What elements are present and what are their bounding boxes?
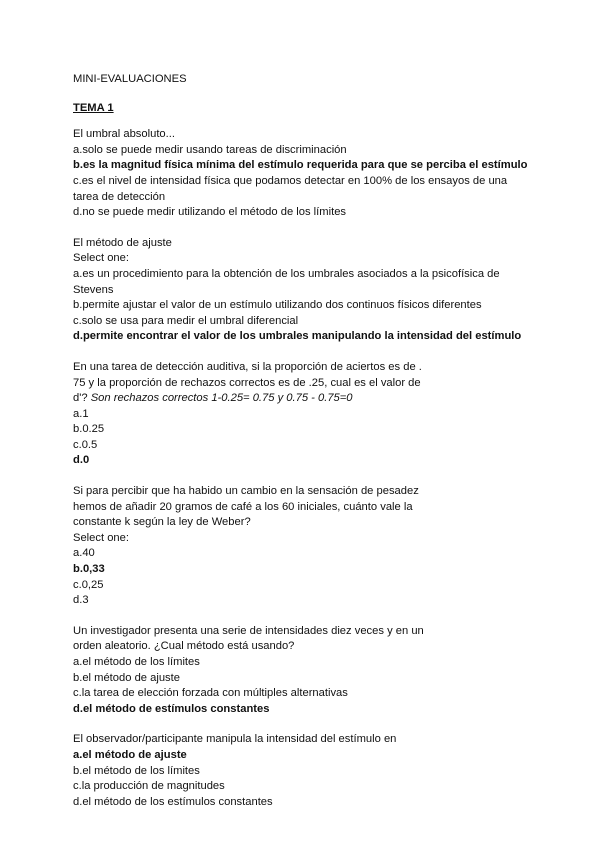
answer-option: d.3 bbox=[73, 594, 89, 607]
answer-option-correct: b.0,33 bbox=[73, 563, 105, 576]
answer-option: c.solo se usa para medir el umbral diferencial bbox=[73, 314, 299, 327]
question-1 bbox=[73, 127, 553, 221]
answer-option-correct: d.el método de estímulos constantes bbox=[73, 702, 270, 715]
question-text bbox=[73, 391, 553, 407]
answer-option: c.la producción de magnitudes bbox=[73, 780, 225, 793]
document-content bbox=[73, 72, 553, 810]
answer-option-correct: a.el método de ajuste bbox=[73, 748, 187, 761]
question-text: constante k según la ley de Weber? bbox=[73, 516, 251, 529]
question-text: En una tarea de detección auditiva, si la proporción de aciertos es de . bbox=[73, 360, 422, 373]
answer-option: b.el método de ajuste bbox=[73, 671, 180, 684]
question-6 bbox=[73, 732, 553, 810]
answer-option-continuation: tarea de detección bbox=[73, 190, 166, 203]
question-3 bbox=[73, 360, 553, 469]
answer-option: a.40 bbox=[73, 547, 95, 560]
question-text: Un investigador presenta una serie de intensidades diez veces y en un bbox=[73, 624, 424, 637]
answer-option: c.la tarea de elección forzada con múltiples alternativas bbox=[73, 687, 348, 700]
question-text-prefix: d'? bbox=[73, 392, 91, 405]
answer-option: c.0.5 bbox=[73, 438, 98, 451]
answer-explanation: Son rechazos correctos 1-0.25= 0.75 y 0.75 - 0.75=0 bbox=[90, 392, 353, 405]
answer-option: c.0,25 bbox=[73, 578, 104, 591]
answer-option: a.solo se puede medir usando tareas de discriminación bbox=[73, 143, 347, 156]
document-header: MINI-EVALUACIONES bbox=[73, 73, 187, 85]
answer-option-correct: d.0 bbox=[73, 454, 90, 467]
answer-option: b.0.25 bbox=[73, 423, 105, 436]
question-text: hemos de añadir 20 gramos de café a los 60 iniciales, cuánto vale la bbox=[73, 500, 413, 513]
answer-option-continuation: Stevens bbox=[73, 283, 114, 296]
question-5 bbox=[73, 624, 553, 718]
answer-option: a.1 bbox=[73, 407, 89, 420]
answer-option: d.no se puede medir utilizando el método de los límites bbox=[73, 206, 347, 219]
question-text: El observador/participante manipula la intensidad del estímulo en bbox=[73, 733, 397, 746]
answer-option: b.permite ajustar el valor de un estímulo utilizando dos continuos físicos diferentes bbox=[73, 299, 482, 312]
question-text: orden aleatorio. ¿Cual método está usando? bbox=[73, 640, 295, 653]
topic-heading: TEMA 1 bbox=[73, 101, 114, 114]
answer-option-correct: d.permite encontrar el valor de los umbrales manipulando la intensidad del estímulo bbox=[73, 330, 522, 343]
answer-option: d.el método de los estímulos constantes bbox=[73, 795, 273, 808]
question-text: Si para percibir que ha habido un cambio en la sensación de pesadez bbox=[73, 485, 419, 498]
answer-option: b.el método de los límites bbox=[73, 764, 200, 777]
answer-option-correct: b.es la magnitud física mínima del estímulo requerida para que se perciba el estímulo bbox=[73, 159, 528, 172]
select-one-label: Select one: bbox=[73, 531, 129, 544]
question-4 bbox=[73, 484, 553, 609]
question-text: El método de ajuste bbox=[73, 236, 172, 249]
answer-option: a.es un procedimiento para la obtención de los umbrales asociados a la psicofísica de bbox=[73, 267, 500, 280]
question-2 bbox=[73, 236, 553, 345]
question-text: 75 y la proporción de rechazos correctos es de .25, cual es el valor de bbox=[73, 376, 421, 389]
select-one-label: Select one: bbox=[73, 252, 129, 265]
answer-option: c.es el nivel de intensidad física que podamos detectar en 100% de los ensayos de una bbox=[73, 174, 508, 187]
answer-option: a.el método de los límites bbox=[73, 656, 200, 668]
question-text: El umbral absoluto... bbox=[73, 128, 175, 141]
